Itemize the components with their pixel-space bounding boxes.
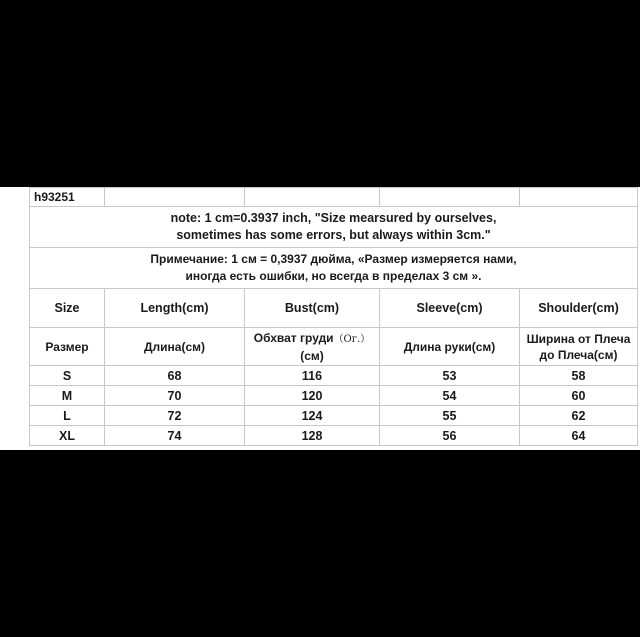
header-ru-shoulder-line2: до Плеча(см) [539, 347, 618, 362]
shoulder-cell: 60 [520, 386, 638, 406]
empty-cell [245, 188, 380, 207]
size-chart-table [29, 187, 638, 446]
product-code: h93251 [30, 188, 105, 207]
header-ru-size: Размер [30, 328, 105, 366]
shoulder-cell: 62 [520, 406, 638, 426]
shoulder-cell: 64 [520, 426, 638, 446]
size-cell: S [30, 366, 105, 386]
header-size: Size [30, 289, 105, 328]
length-cell: 70 [105, 386, 245, 406]
header-ru-bust-paren: （Ог.） [333, 333, 371, 345]
size-cell: M [30, 386, 105, 406]
sleeve-cell: 55 [380, 406, 520, 426]
size-cell: L [30, 406, 105, 426]
bust-cell: 116 [245, 366, 380, 386]
empty-cell [380, 188, 520, 207]
header-ru-bust-unit: (см) [300, 348, 324, 363]
header-ru-shoulder-line1: Ширина от Плеча [526, 331, 631, 346]
bust-cell: 120 [245, 386, 380, 406]
note-ru-row [30, 248, 638, 289]
header-length: Length(cm) [105, 289, 245, 328]
note-en-row [30, 207, 638, 248]
note-ru [30, 248, 638, 289]
length-cell: 72 [105, 406, 245, 426]
size-chart-sheet [0, 187, 640, 450]
table-row [30, 386, 638, 406]
empty-cell [105, 188, 245, 207]
header-ru-row [30, 328, 638, 366]
header-bust: Bust(cm) [245, 289, 380, 328]
sleeve-cell: 54 [380, 386, 520, 406]
length-cell: 68 [105, 366, 245, 386]
bust-cell: 124 [245, 406, 380, 426]
bust-cell: 128 [245, 426, 380, 446]
header-en-row [30, 289, 638, 328]
header-ru-sleeve: Длина руки(см) [380, 328, 520, 366]
empty-cell [520, 188, 638, 207]
product-code-row [30, 188, 638, 207]
shoulder-cell: 58 [520, 366, 638, 386]
table-row [30, 366, 638, 386]
note-en [30, 207, 638, 248]
header-ru-bust-main: Обхват груди [253, 330, 334, 345]
header-ru-bust [245, 328, 380, 366]
note-en-line2: sometimes has some errors, but always within 3cm." [176, 228, 491, 242]
sleeve-cell: 53 [380, 366, 520, 386]
header-ru-shoulder [520, 328, 638, 366]
note-ru-line2: иногда есть ошибки, но всегда в пределах 3 см ». [185, 269, 482, 283]
table-row [30, 426, 638, 446]
header-sleeve: Sleeve(cm) [380, 289, 520, 328]
note-ru-line1: Примечание: 1 см = 0,3937 дюйма, «Размер измеряется нами, [150, 252, 517, 266]
note-en-line1: note: 1 cm=0.3937 inch, "Size mearsured by ourselves, [170, 211, 497, 225]
header-shoulder: Shoulder(cm) [520, 289, 638, 328]
length-cell: 74 [105, 426, 245, 446]
header-ru-length: Длина(см) [105, 328, 245, 366]
sleeve-cell: 56 [380, 426, 520, 446]
table-row [30, 406, 638, 426]
size-cell: XL [30, 426, 105, 446]
